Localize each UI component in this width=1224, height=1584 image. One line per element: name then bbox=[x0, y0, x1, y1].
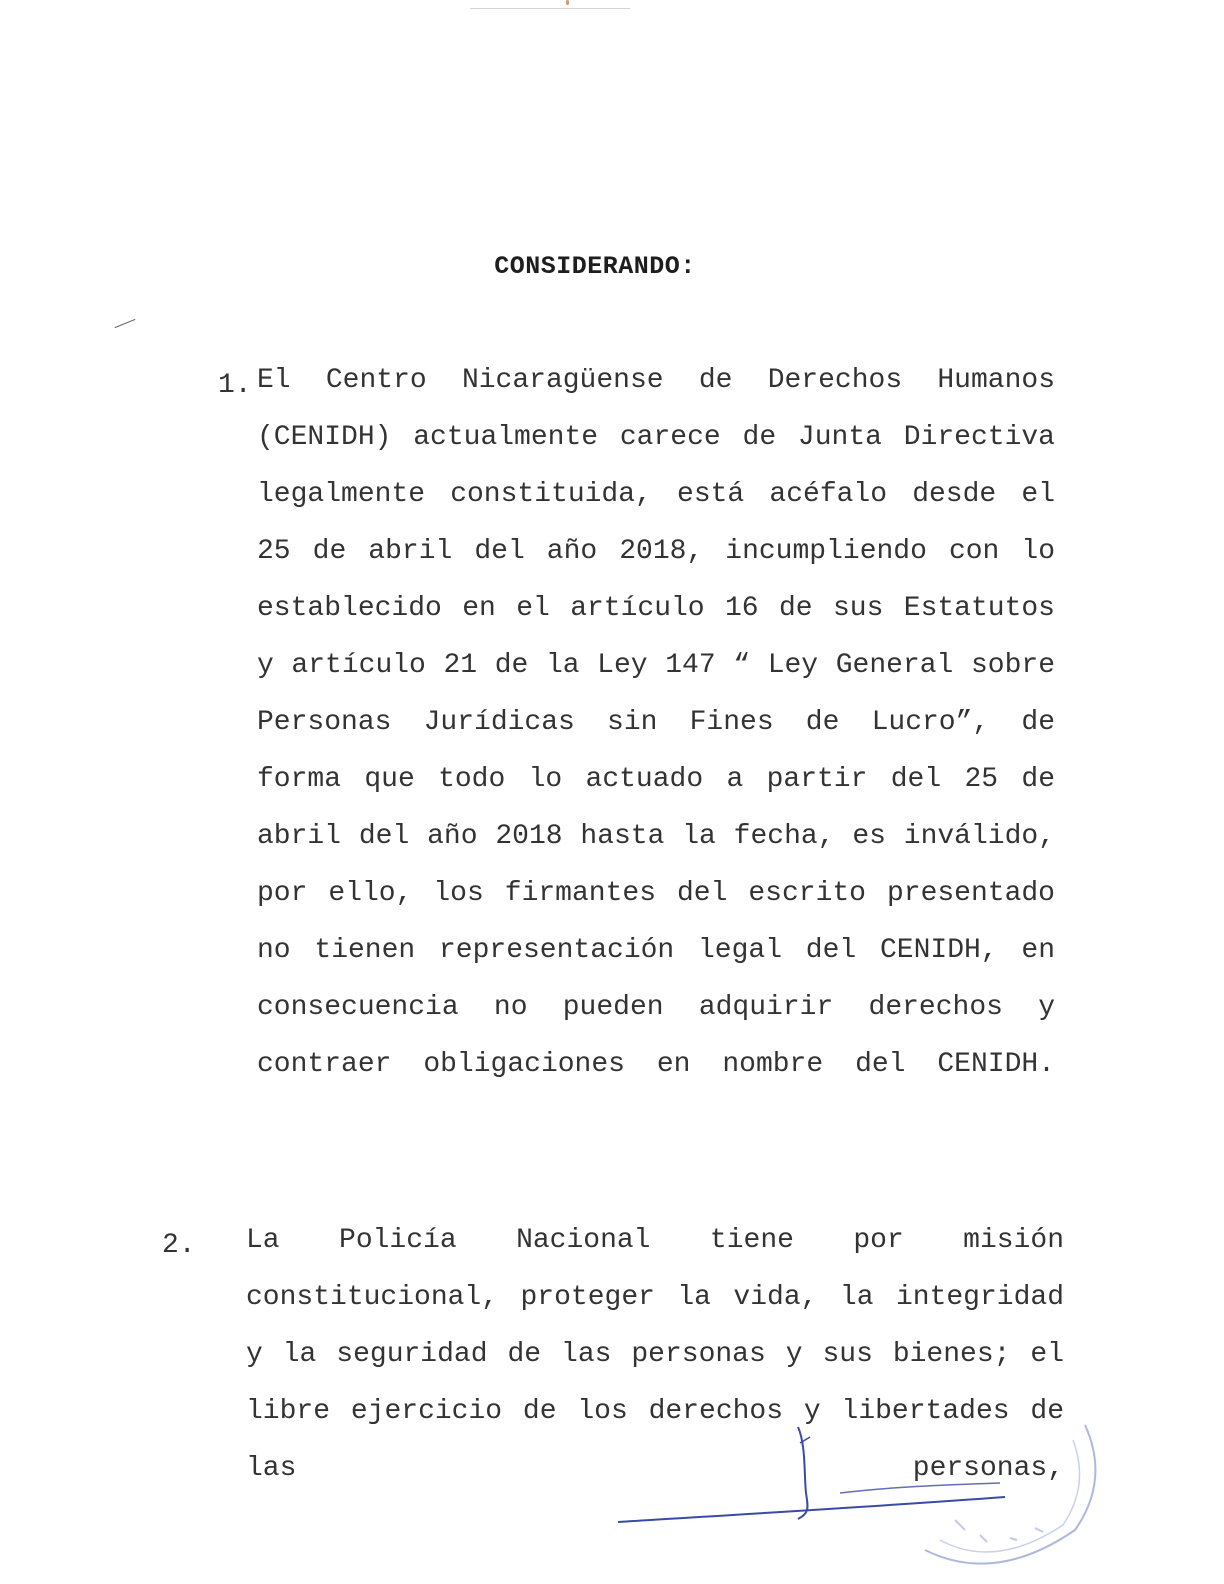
scan-artifact-line bbox=[470, 8, 630, 9]
item-number: 2. bbox=[162, 1230, 196, 1261]
scan-artifact-dot bbox=[566, 0, 569, 5]
item-text: El Centro Nicaragüense de Derechos Humanos (CENIDH) actualmente carece de Junta Directiva legalmente constituida, está acéfalo desde el 25 de abril del año 2018, incumpliendo con lo establecido en el artículo 16 de sus Estatutos y artículo 21 de la Ley 147 “ Ley General sobre Personas Jurídicas sin Fines de Lucro”, de forma que todo lo actuado a partir del 25 de abril del año 2018 hasta la fecha, es inválido, por ello, los firmantes del escrito presentado no tienen representación legal del CENIDH, en consecuencia no pueden adquirir derechos y contraer obligaciones en nombre del CENIDH. bbox=[257, 365, 1055, 1080]
handwritten-signature bbox=[610, 1415, 1030, 1545]
scan-artifact-dash bbox=[115, 319, 136, 328]
item-text: La Policía Nacional tiene por misión constitucional, proteger la vida, la integridad y la seguridad de las personas y sus bienes; el libre ejercicio de los derechos y libertades de las personas, bbox=[246, 1225, 1064, 1484]
section-heading: CONSIDERANDO: bbox=[494, 252, 696, 281]
item-number: 1. bbox=[218, 370, 252, 401]
